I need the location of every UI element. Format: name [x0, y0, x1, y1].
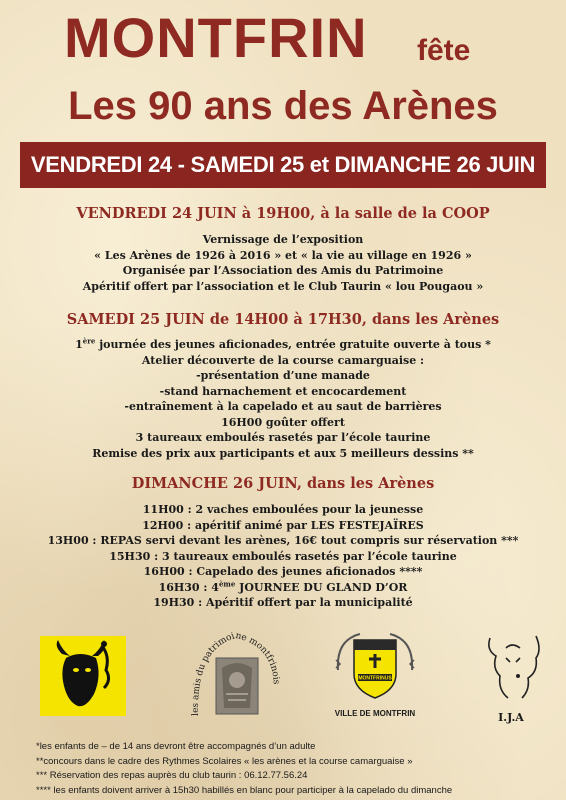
- saturday-first-line: 1ère journée des jeunes aficionades, entrée gratuite ouverte à tous *: [75, 336, 491, 351]
- footnote: *les enfants de – de 14 ans devront être accompagnés d’un adulte: [36, 741, 316, 752]
- footnotes: [36, 740, 556, 798]
- friday-line: Organisée par l’Association des Amis du Patrimoine: [122, 264, 444, 277]
- sunday-details: [0, 502, 566, 611]
- sunday-line: 13H00 : REPAS servi devant les arènes, 16€ tout compris sur réservation ***: [47, 534, 519, 547]
- poster-fete-word: fête: [417, 34, 471, 67]
- sunday-gland-line: 16H30 : 4ème JOURNEE DU GLAND D’OR: [158, 578, 408, 594]
- sunday-heading: DIMANCHE 26 JUIN, dans les Arènes: [131, 475, 435, 492]
- ija-label: I.J.A: [498, 711, 524, 724]
- dates-banner: VENDREDI 24 - SAMEDI 25 et DIMANCHE 26 JUIN: [20, 142, 546, 188]
- saturday-line: Remise des prix aux participants et aux 5 meilleurs dessins **: [92, 446, 474, 460]
- saturday-line: -entraînement à la capelado et au saut de barrières: [124, 400, 442, 413]
- sunday-line: 11H00 : 2 vaches emboulées pour la jeunesse: [142, 503, 424, 516]
- shield-text: MONTFRINUS: [358, 675, 392, 682]
- patrimoine-arc-text: les amis du patrimoine montfrinois: [190, 630, 281, 717]
- amis-du-patrimoine-logo: [186, 628, 286, 728]
- sunday-line: 16H00 : Capelado des jeunes aficionados ****: [143, 565, 423, 578]
- saturday-line: Atelier découverte de la course camarguaise :: [141, 353, 425, 367]
- friday-line: Apéritif offert par l’association et le Club Taurin « lou Pougaou »: [82, 279, 484, 293]
- friday-details: [0, 232, 566, 294]
- ville-de-montfrin-logo: [330, 630, 420, 730]
- sunday-line: 12H00 : apéritif animé par LES FESTEJAÏRES: [142, 518, 424, 532]
- bull-outline-icon: [489, 636, 539, 698]
- saturday-details: [0, 337, 566, 461]
- poster-title: MONTFRIN: [64, 6, 368, 69]
- logos-row: [0, 628, 566, 728]
- club-taurin-logo: [40, 636, 126, 716]
- friday-line: « Les Arènes de 1926 à 2016 » et « la vie au village en 1926 »: [94, 248, 472, 262]
- saturday-line: -stand harnachement et encocardement: [159, 384, 407, 398]
- sunday-line: 15H30 : 3 taureaux emboulés rasetés par l’école taurine: [109, 549, 457, 563]
- friday-heading: VENDREDI 24 JUIN à 19H00, à la salle de la COOP: [76, 205, 490, 222]
- ija-logo: [476, 628, 546, 728]
- saturday-line: 3 taureaux emboulés rasetés par l’école taurine: [135, 431, 431, 444]
- footnote: *** Réservation des repas auprès du club taurin : 06.12.77.56.24: [36, 770, 308, 781]
- poster-subtitle: Les 90 ans des Arènes: [68, 84, 498, 128]
- sunday-line: 19H30 : Apéritif offert par la municipalité: [153, 596, 413, 609]
- saturday-line: 16H00 goûter offert: [221, 415, 345, 429]
- footnote: **concours dans le cadre des Rythmes Scolaires « les arènes et la course camarguaise »: [36, 755, 413, 767]
- saturday-line: -présentation d’une manade: [196, 369, 370, 382]
- saturday-heading: SAMEDI 25 JUIN de 14H00 à 17H30, dans les Arènes: [66, 311, 500, 328]
- ville-label: VILLE DE MONTFRIN: [334, 709, 416, 718]
- footnote: **** les enfants doivent arriver à 15h30 habillés en blanc pour participer à la capelado du dimanche: [36, 784, 453, 796]
- friday-line: Vernissage de l’exposition: [202, 233, 364, 246]
- bull-head-icon: [40, 636, 126, 716]
